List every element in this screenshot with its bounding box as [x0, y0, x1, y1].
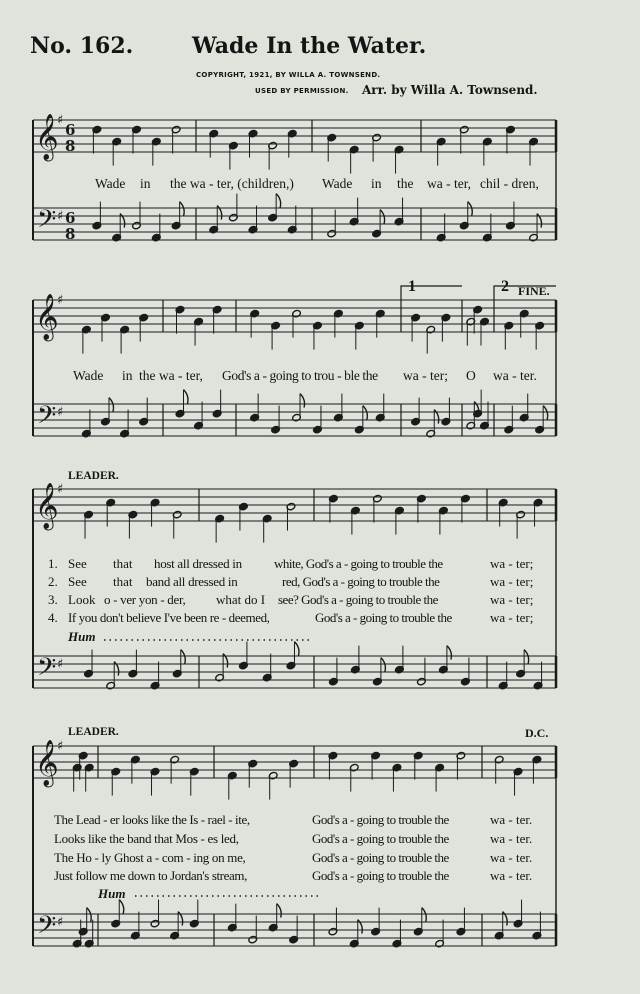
lyric: wa - ter;	[403, 368, 448, 383]
lyric: the	[397, 176, 414, 191]
verse-text: God's a - going to trouble the	[312, 850, 449, 865]
note-flag	[276, 194, 281, 208]
hymn-title: Wade In the Water.	[192, 33, 427, 59]
note-flag	[524, 650, 529, 664]
verse-text: See	[68, 556, 87, 571]
sharp-key-signature-icon: ♯	[57, 113, 64, 128]
first-ending-number: 1	[408, 278, 416, 295]
dc-mark: D.C.	[525, 726, 549, 740]
verse-text: God's a - going to trouble the	[312, 868, 449, 883]
lyric: O	[466, 368, 476, 383]
note-flag	[294, 642, 299, 656]
note-flag	[184, 390, 189, 404]
lyric: God's a - going to trou - ble the	[222, 368, 378, 383]
verse-text: that	[113, 574, 133, 589]
verse-text: If you don't believe I've been re - deemed,	[68, 610, 270, 625]
verse-text: wa - ter;	[490, 556, 534, 571]
verse-text: band all dressed in	[146, 574, 238, 589]
lyric: Wade	[95, 176, 126, 191]
verse-text: wa - ter;	[490, 610, 534, 625]
verse-text: wa - ter;	[490, 574, 534, 589]
time-signature-top: 6	[65, 121, 76, 139]
sharp-key-signature-icon: ♯	[57, 293, 64, 308]
permission-notice: USED BY PERMISSION.	[255, 87, 349, 95]
verse-text: wa - ter;	[490, 592, 534, 607]
note-flag	[380, 210, 385, 224]
lyric: in	[371, 176, 382, 191]
note-flag	[181, 650, 186, 664]
sharp-key-signature-icon: ♯	[57, 657, 64, 672]
note-flag	[363, 406, 368, 420]
note-flag	[109, 398, 114, 412]
lyric: the wa - ter, (children,)	[170, 176, 294, 191]
second-ending-number: 2	[501, 278, 509, 295]
note-flag	[277, 904, 282, 918]
verse-number: 3.	[48, 592, 58, 607]
verse-text: host all dressed in	[154, 556, 242, 571]
bass-clef-icon: 𝄢	[37, 205, 57, 240]
verse-text: The Lead - er looks like the Is - rael - ite,	[54, 812, 250, 827]
verse-text: See	[68, 574, 87, 589]
time-signature-bottom: 8	[65, 137, 76, 155]
verse-text: wa - ter.	[490, 831, 533, 846]
lyric: chil - dren,	[480, 176, 539, 191]
note-flag	[468, 202, 473, 216]
verse-text: God's a - going to trouble the	[312, 812, 449, 827]
time-signature-bottom: 8	[65, 225, 76, 243]
verse-text: wa - ter.	[490, 868, 533, 883]
note-flag	[422, 908, 427, 922]
lyric: in	[140, 176, 151, 191]
hum-direction: Hum	[98, 886, 126, 901]
treble-clef-icon: 𝄞	[35, 294, 59, 340]
lyric: Wade	[322, 176, 353, 191]
fine-mark: FINE.	[518, 284, 550, 298]
bass-clef-icon: 𝄢	[37, 653, 57, 688]
note-flag	[180, 202, 185, 216]
arranger-credit: Arr. by Willa A. Townsend.	[362, 83, 538, 97]
verse-text: o - ver yon - der,	[104, 592, 186, 607]
hum-direction: Hum	[68, 629, 96, 644]
verse-text: The Ho - ly Ghost a - com - ing on me,	[54, 850, 246, 865]
verse-text: wa - ter.	[490, 850, 533, 865]
sharp-key-signature-icon: ♯	[57, 405, 64, 420]
verse-text: Just follow me down to Jordan's stream,	[54, 868, 247, 883]
treble-clef-icon: 𝄞	[35, 114, 59, 160]
verse-text: God's a - going to trouble the	[312, 831, 449, 846]
time-signature-top: 6	[65, 209, 76, 227]
verse-number: 2.	[48, 574, 58, 589]
sharp-key-signature-icon: ♯	[57, 915, 64, 930]
verse-text: what do I	[216, 592, 266, 607]
verse-text: see? God's a - going to trouble the	[278, 592, 438, 607]
note-flag	[447, 646, 452, 660]
verse-text: that	[113, 556, 133, 571]
verse-text: Looks like the band that Mos - es led,	[54, 831, 239, 846]
verse-text: Look	[68, 592, 96, 607]
bass-clef-icon: 𝄢	[37, 401, 57, 436]
leader-label: LEADER.	[68, 726, 119, 738]
sharp-key-signature-icon: ♯	[57, 482, 64, 497]
copyright-notice: COPYRIGHT, 1921, BY WILLA A. TOWNSEND.	[196, 71, 381, 79]
verse-number: 1.	[48, 556, 58, 571]
verse-number: 4.	[48, 610, 58, 625]
lyric: the wa - ter,	[139, 368, 203, 383]
verse-text: red, God's a - going to trouble the	[282, 574, 440, 589]
treble-clef-icon: 𝄞	[35, 740, 59, 786]
bass-clef-icon: 𝄢	[37, 911, 57, 946]
note-flag	[381, 658, 386, 672]
sharp-key-signature-icon: ♯	[57, 209, 64, 224]
leader-label: LEADER.	[68, 470, 119, 482]
note-flag	[300, 394, 305, 408]
lyric: wa - ter.	[493, 368, 537, 383]
lyric: wa - ter,	[427, 176, 472, 191]
sharp-key-signature-icon: ♯	[57, 739, 64, 754]
treble-clef-icon: 𝄞	[35, 483, 59, 529]
verse-text: white, God's a - going to trouble the	[274, 556, 443, 571]
note-flag	[87, 908, 92, 922]
verse-text: wa - ter.	[490, 812, 533, 827]
verse-text: God's a - going to trouble the	[315, 610, 452, 625]
hymn-number: No. 162.	[30, 33, 134, 59]
note-flag	[543, 406, 548, 420]
lyric: Wade	[73, 368, 104, 383]
lyric: in	[122, 368, 133, 383]
